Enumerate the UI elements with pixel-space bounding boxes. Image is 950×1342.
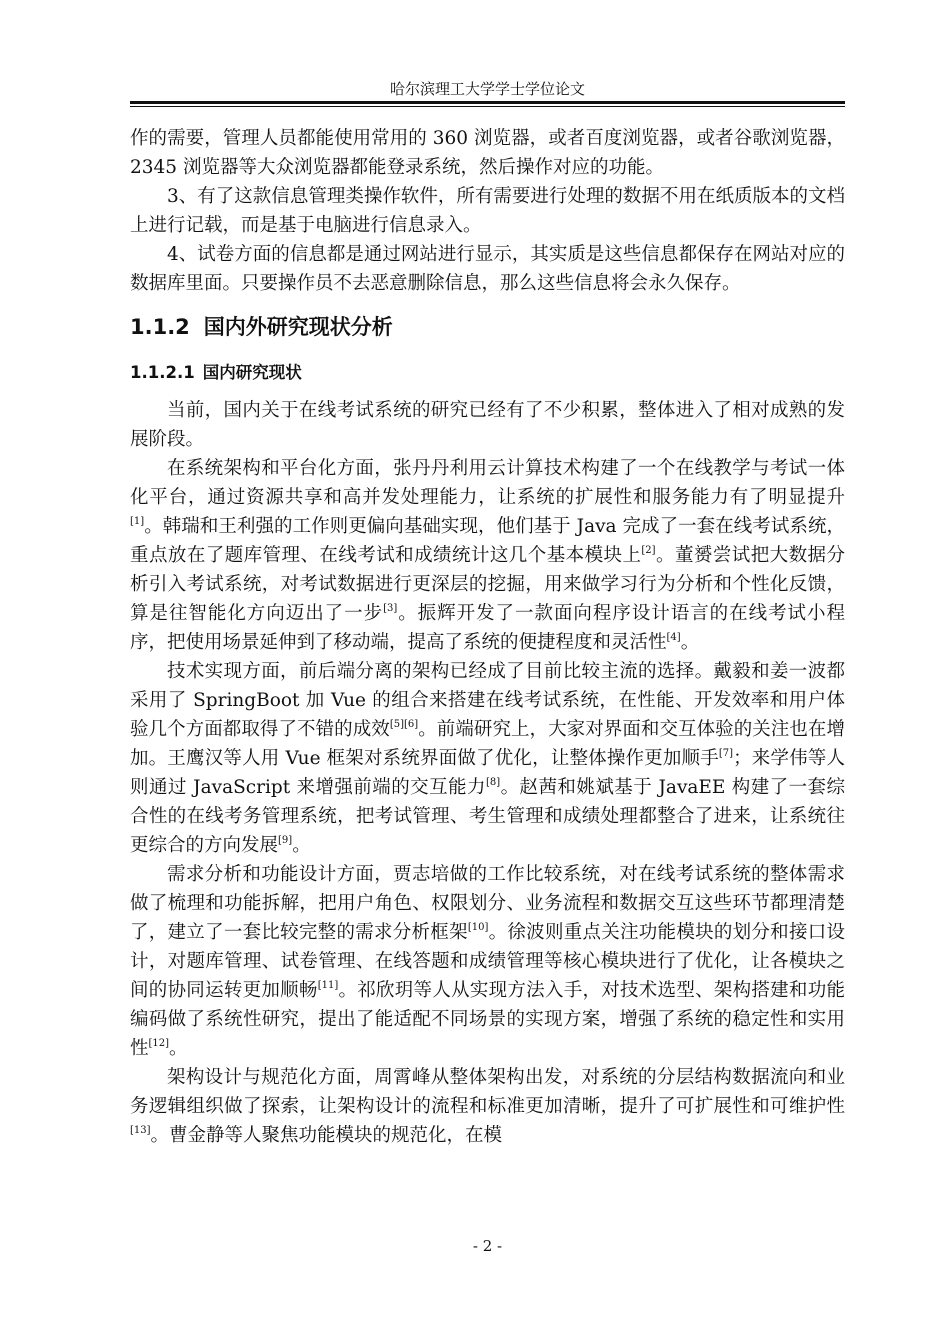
section-title: 国内外研究现状分析 <box>203 315 393 339</box>
header-rule-thick <box>130 101 845 104</box>
text-run: 。 <box>680 632 700 653</box>
text-run: 。祁欣玥等人从实现方法入手，对技术选型、架构搭建和功能编码做了系统性研究，提出了能适配不同场景的实现方案，增强了系统的稳定性和实用性 <box>130 980 845 1059</box>
text-run: 。韩瑞和王利强的工作则更偏向基础实现，他们基于 Java 完成了一套在线考试系统，重点放在了题库管理、在线考试和成绩统计这几个基本模块上 <box>130 516 845 566</box>
text-run: 技术实现方面，前后端分离的架构已经成了目前比较主流的选择。戴毅和姜一波都采用了 SpringBoot 加 Vue 的组合来搭建在线考试系统，在性能、开发效率和用户体验几个方面都取得了不错的成效 <box>130 661 845 740</box>
citation: [11] <box>317 980 339 991</box>
section-number: 1.1.2 <box>130 315 190 339</box>
paragraph-item-4: 4、试卷方面的信息都是通过网站进行显示，其实质是这些信息都保存在网站对应的数据库里面。只要操作员不去恶意删除信息，那么这些信息将会永久保存。 <box>130 244 845 294</box>
paragraph-continued: 作的需要，管理人员都能使用常用的 360 浏览器，或者百度浏览器，或者谷歌浏览器，2345 浏览器等大众浏览器都能登录系统，然后操作对应的功能。 <box>130 128 845 178</box>
subsection-number: 1.1.2.1 <box>130 363 195 382</box>
citation: [1] <box>130 516 145 527</box>
paragraph-intro: 当前，国内关于在线考试系统的研究已经有了不少积累，整体进入了相对成熟的发展阶段。 <box>130 400 845 450</box>
paragraph-requirements <box>130 860 845 1063</box>
paragraph-item-3: 3、有了这款信息管理类操作软件，所有需要进行处理的数据不用在纸质版本的文档上进行记载，而是基于电脑进行信息录入。 <box>130 186 845 236</box>
text-run: 。徐波则重点关注功能模块的划分和接口设计，对题库管理、试卷管理、在线答题和成绩管理等核心模块进行了优化，让各模块之间的协同运转更加顺畅 <box>130 922 845 1001</box>
paragraph-architecture-design <box>130 1063 845 1150</box>
page-number: - 2 - <box>472 1237 503 1255</box>
citation: [12] <box>148 1038 170 1049</box>
paragraph-technology <box>130 657 845 860</box>
citation: [2] <box>641 545 656 556</box>
running-header: 哈尔滨理工大学学士学位论文 <box>389 80 585 98</box>
citation: [9] <box>278 835 293 846</box>
citation: [5][6] <box>389 719 419 730</box>
citation: [8] <box>485 777 501 788</box>
text-run: ；来学伟等人则通过 JavaScript 来增强前端的交互能力 <box>130 748 845 798</box>
page-body <box>130 124 845 1150</box>
subsection-heading <box>130 360 845 386</box>
citation: [10] <box>467 922 489 933</box>
citation: [13] <box>130 1125 151 1136</box>
text-run: 架构设计与规范化方面，周霄峰从整体架构出发，对系统的分层结构数据流向和业务逻辑组织做了探索，让架构设计的流程和标准更加清晰，提升了可扩展性和可维护性 <box>130 1067 845 1117</box>
citation: [3] <box>383 603 398 614</box>
text-run: 。曹金静等人聚焦功能模块的规范化，在模 <box>150 1125 503 1146</box>
subsection-title: 国内研究现状 <box>202 363 302 382</box>
text-run: 。 <box>169 1038 188 1059</box>
text-run: 需求分析和功能设计方面，贾志培做的工作比较系统，对在线考试系统的整体需求做了梳理和功能拆解，把用户角色、权限划分、业务流程和数据交互这些环节都理清楚了，建立了一套比较完整的需求分析框架 <box>130 864 845 943</box>
text-run: 。前端研究上，大家对界面和交互体验的关注也在增加。王鹰汉等人用 Vue 框架对系统界面做了优化，让整体操作更加顺手 <box>130 719 845 769</box>
citation: [4] <box>666 632 681 643</box>
citation: [7] <box>718 748 734 759</box>
text-run: 。董赟尝试把大数据分析引入考试系统，对考试数据进行更深层的挖掘，用来做学习行为分析和个性化反馈，算是往智能化方向迈出了一步 <box>130 545 845 624</box>
text-run: 。振辉开发了一款面向程序设计语言的在线考试小程序，把使用场景延伸到了移动端，提高了系统的便捷程度和灵活性 <box>130 603 845 653</box>
section-heading <box>130 312 845 342</box>
header-rule-thin <box>130 106 845 107</box>
paragraph-architecture <box>130 454 845 657</box>
text-run: 。 <box>292 835 311 856</box>
text-run: 在系统架构和平台化方面，张丹丹利用云计算技术构建了一个在线教学与考试一体化平台，通过资源共享和高并发处理能力，让系统的扩展性和服务能力有了明显提升 <box>130 458 845 508</box>
text-run: 。赵茜和姚斌基于 JavaEE 构建了一套综合性的在线考务管理系统，把考试管理、考生管理和成绩处理都整合了进来，让系统往更综合的方向发展 <box>130 777 845 856</box>
